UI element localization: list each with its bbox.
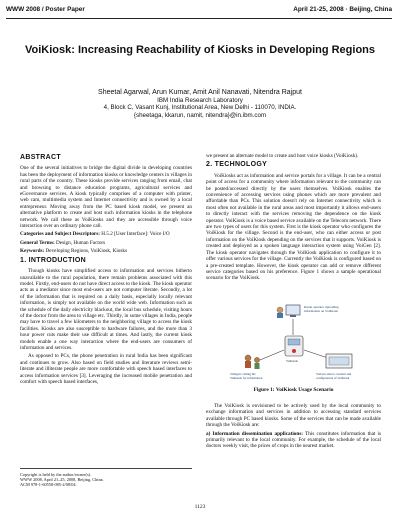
keywords-value: Developing Regions, VoiKiosk, Kiosks bbox=[45, 248, 128, 255]
author-block bbox=[10, 89, 390, 119]
introduction-heading: 1. INTRODUCTION bbox=[20, 256, 86, 264]
figure-diagram bbox=[230, 302, 360, 384]
categories-value: H.5.2 [User Interface]: Voice I/O bbox=[101, 231, 170, 238]
paper-title: VoiKiosk: Increasing Reachability of Kiosks in Developing Regions bbox=[24, 44, 376, 56]
figure-label-left-text-line-2: VoiKiosk for information bbox=[230, 375, 263, 380]
arrow-left bbox=[260, 350, 284, 360]
figure-label-left-text: Villagers calling the bbox=[230, 372, 256, 376]
categories-label: Categories and Subject Descriptors: bbox=[20, 231, 100, 238]
figure-label-center bbox=[286, 359, 298, 363]
technology-paragraph: VoiKiosks act as information and service portals for a village. It can be a central point of access for a community where information relevant to the community can be posted/accessed directly by the users themselves. VoiKiosk enables the convenience of accessing services using phones which are more prevalent and affordable than PCs. This solution doesn't rely on Internet connectivity which is most often not available in the rural areas and most importantly it allows end-users to directly interact with the services removing the dependence on the kiosk operator. VoiKiosk is a voice based service available on the Telecom network. There are two types of users for this system. First is the kiosk operator who configures the VoiKiosk for the village. Second is the end-user, who can either access or post information on the VoiKiosk depending on the services that it supports. VoiKiosk is created and deployed as a spoken language interaction system using VoiGen [2]. The kiosk operator navigates through the VoiKiosk application to configure it to offer various services for the village. Currently the VoiKiosk is configured based on a pre-created template. However, the kiosk operator can add or remove different service categories based on his preference. Figure 1 shows a sample operational scenario for the VoiKiosk. bbox=[206, 172, 381, 282]
header-right: April 21-25, 2008 · Beijing, China bbox=[293, 6, 392, 13]
copyright-notice bbox=[20, 468, 192, 487]
info-dissemination-label: a) Information dissemination applications: bbox=[206, 430, 304, 437]
conference-header bbox=[0, 0, 400, 25]
introduction-paragraph-2: As opposed to PCs, the phone penetration in rural India has been significant and continues to grow. Also based on field studies and literature reviews semi-literate and illiterate people are more comfortable with speech based interfaces to access information services [3]. Leveraging the increased mobile penetration and comfort with speech based interfaces, bbox=[20, 353, 192, 385]
figure-label-center-text: VoiKiosk bbox=[286, 359, 298, 363]
figure-label-right-text: VoiGen allows creation and bbox=[316, 372, 352, 376]
operator-computer-icon bbox=[277, 305, 300, 318]
keywords-label: Keywords: bbox=[20, 248, 45, 255]
right-column bbox=[206, 153, 381, 284]
author-names: Sheetal Agarwal, Arun Kumar, Amit Anil Nanavati, Nitendra Rajput bbox=[98, 89, 302, 96]
right-column-bottom bbox=[206, 403, 381, 452]
categories-line bbox=[20, 231, 192, 237]
header-rule bbox=[6, 18, 392, 19]
info-dissemination-text: This constitutes information that is primarily relevant to the local community. For example, the schedule of the local doctors weekly visit, the prices of crops in the nearest market. bbox=[206, 430, 381, 450]
author-affiliation: IBM India Research Laboratory bbox=[157, 96, 243, 104]
figure-voikiosk-scenario bbox=[230, 302, 360, 384]
abstract-heading: ABSTRACT bbox=[20, 154, 61, 161]
figure-label-top-text-line-2: information on VoiKiosk bbox=[304, 308, 338, 313]
keywords-line bbox=[20, 248, 192, 254]
info-dissemination-paragraph bbox=[206, 431, 381, 450]
technology-heading: 2. TECHNOLOGY bbox=[206, 161, 268, 169]
terms-label: General Terms: bbox=[20, 239, 55, 246]
abstract-text: One of the several initiatives to bridge the digital divide in developing countries has been the deployment of information kiosks or knowledge centers in villages in rural parts of the country. These kiosks provide services ranging from email, chat and browsing to distance education programs, agricultural services and eGovernance services. A kiosk typically comprises of a computer with printer, web cam, multimedia system and Internet connectivity and is owned by a local entrepreneur. Moving away from the PC based kiosk model, we present an alternative platform to create and host such information kiosks in the telephone network. We call these as VoiKiosks and they are accessible through voice interaction over an ordinary phone call. bbox=[20, 165, 192, 230]
terms-line bbox=[20, 240, 192, 246]
figure-label-left bbox=[230, 372, 263, 380]
left-column bbox=[20, 152, 192, 387]
header-left: WWW 2008 / Poster Paper bbox=[6, 6, 85, 13]
figure-label-right-text-line-2: configuration of VoiKiosk bbox=[316, 375, 350, 380]
figure-label-top-text: Kiosk operator uploading bbox=[304, 305, 339, 309]
introduction-paragraph-1: Though kiosks have simplified access to information and services hitherto unavailable to the rural population, there remain problems associated with this model. Firstly, end-users do not have direct access to the kiosk. The kiosk operator acts as a mediator since most end-users are not computer literate. Secondly, a lot of the information that is required on a daily basis, especially locally relevant information, is simply not available on the world wide web. Information such as the schedule of the daily electricity blackout, the local bus schedule, visiting hours of the doctor from the area to village etc. Thirdly, in some villages in India, people may have to travel a few kilometers to the neighboring village to access the kiosk facilities. Kiosks are also susceptible to hardware failures, and the more than 3 hour power cuts make their use difficult at times. And lastly, the current kiosk models enable a one way interaction where the end-users are consumers of information and services. bbox=[20, 268, 192, 351]
author-emails: {sheetaga, kkarun, namit, nitendra}@in.ibm.com bbox=[133, 111, 267, 119]
figure-label-top bbox=[304, 305, 340, 313]
copyright-line-3: ACM 978-1-60558-085-2/08/04. bbox=[20, 482, 77, 487]
copyright-line-1: Copyright is held by the author/owner(s). bbox=[20, 472, 92, 477]
villagers-phone-icon bbox=[245, 355, 260, 369]
voigen-box-icon bbox=[326, 354, 352, 368]
right-intro-text: we present an alternate model to create and host voice kiosks (VoiKiosk). bbox=[206, 153, 359, 159]
figure-label-right bbox=[316, 372, 352, 380]
page-number: 1123 bbox=[194, 504, 206, 510]
copyright-line-2: WWW 2008, April 21–25, 2008, Beijing, China. bbox=[20, 477, 104, 482]
terms-value: Design, Human Factors bbox=[56, 239, 106, 246]
author-address: 4, Block C, Vasant Kunj, Institutional Area, New Delhi - 110070, INDIA. bbox=[103, 104, 297, 112]
voikiosk-usage-paragraph: The VoiKiosk is envisioned to be actively used by the local community to exchange information and services in addition to accessing standard services available through PC based kiosks. Some of the services that can be made available through the VoiKiosk are: bbox=[206, 403, 381, 429]
figure-caption: Figure 1: VoiKiosk Usage Scenario bbox=[253, 387, 334, 393]
voikiosk-server-icon bbox=[285, 336, 303, 356]
arrow-right bbox=[304, 350, 328, 358]
